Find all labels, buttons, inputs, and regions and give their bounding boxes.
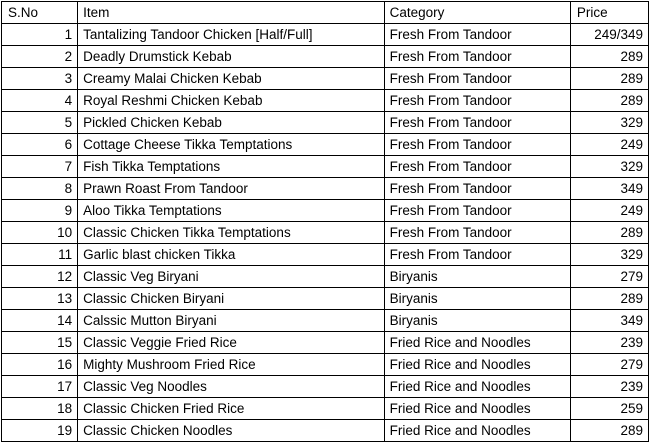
cell-sno: 5 [2, 112, 78, 134]
table-row [2, 68, 649, 90]
table-row [2, 222, 649, 244]
cell-price: 249/349 [570, 24, 648, 46]
cell-price: 279 [570, 266, 648, 288]
cell-sno: 14 [2, 310, 78, 332]
cell-category: Fresh From Tandoor [384, 112, 570, 134]
table-row [2, 266, 649, 288]
cell-category: Fried Rice and Noodles [384, 354, 570, 376]
cell-category: Fresh From Tandoor [384, 156, 570, 178]
cell-item: Creamy Malai Chicken Kebab [78, 68, 384, 90]
cell-sno: 6 [2, 134, 78, 156]
cell-category: Fresh From Tandoor [384, 90, 570, 112]
cell-category: Fresh From Tandoor [384, 200, 570, 222]
table-row [2, 332, 649, 354]
table-row [2, 244, 649, 266]
cell-sno: 10 [2, 222, 78, 244]
cell-category: Biryanis [384, 310, 570, 332]
cell-price: 289 [570, 46, 648, 68]
cell-item: Fish Tikka Temptations [78, 156, 384, 178]
cell-category: Biryanis [384, 266, 570, 288]
cell-price: 239 [570, 332, 648, 354]
cell-category: Fried Rice and Noodles [384, 398, 570, 420]
cell-item: Classic Veg Biryani [78, 266, 384, 288]
cell-sno: 15 [2, 332, 78, 354]
cell-item: Aloo Tikka Temptations [78, 200, 384, 222]
table-row [2, 156, 649, 178]
table-header [2, 2, 649, 24]
column-header-price: Price [570, 2, 648, 24]
cell-price: 349 [570, 310, 648, 332]
cell-sno: 11 [2, 244, 78, 266]
cell-price: 329 [570, 156, 648, 178]
cell-category: Fresh From Tandoor [384, 178, 570, 200]
cell-price: 289 [570, 68, 648, 90]
table-row [2, 46, 649, 68]
cell-category: Biryanis [384, 288, 570, 310]
cell-sno: 13 [2, 288, 78, 310]
cell-sno: 9 [2, 200, 78, 222]
table-row [2, 178, 649, 200]
cell-price: 349 [570, 178, 648, 200]
cell-sno: 4 [2, 90, 78, 112]
cell-price: 289 [570, 90, 648, 112]
cell-sno: 17 [2, 376, 78, 398]
cell-price: 329 [570, 244, 648, 266]
table-row [2, 376, 649, 398]
cell-price: 289 [570, 420, 648, 442]
cell-category: Fresh From Tandoor [384, 244, 570, 266]
cell-category: Fresh From Tandoor [384, 24, 570, 46]
table-row [2, 288, 649, 310]
cell-item: Tantalizing Tandoor Chicken [Half/Full] [78, 24, 384, 46]
cell-sno: 8 [2, 178, 78, 200]
column-header-item: Item [78, 2, 384, 24]
column-header-category: Category [384, 2, 570, 24]
cell-sno: 18 [2, 398, 78, 420]
cell-price: 289 [570, 222, 648, 244]
cell-category: Fried Rice and Noodles [384, 420, 570, 442]
cell-price: 329 [570, 112, 648, 134]
cell-item: Classic Veg Noodles [78, 376, 384, 398]
cell-category: Fried Rice and Noodles [384, 376, 570, 398]
cell-category: Fried Rice and Noodles [384, 332, 570, 354]
cell-item: Classic Chicken Tikka Temptations [78, 222, 384, 244]
cell-item: Classic Chicken Biryani [78, 288, 384, 310]
cell-price: 279 [570, 354, 648, 376]
cell-item: Garlic blast chicken Tikka [78, 244, 384, 266]
cell-item: Mighty Mushroom Fried Rice [78, 354, 384, 376]
cell-item: Classic Chicken Noodles [78, 420, 384, 442]
cell-sno: 3 [2, 68, 78, 90]
column-header-sno: S.No [2, 2, 78, 24]
menu-table [1, 1, 649, 442]
cell-sno: 2 [2, 46, 78, 68]
cell-price: 289 [570, 288, 648, 310]
cell-category: Fresh From Tandoor [384, 68, 570, 90]
cell-category: Fresh From Tandoor [384, 46, 570, 68]
table-row [2, 354, 649, 376]
cell-price: 239 [570, 376, 648, 398]
cell-item: Calssic Mutton Biryani [78, 310, 384, 332]
cell-sno: 7 [2, 156, 78, 178]
table-row [2, 420, 649, 442]
table-row [2, 24, 649, 46]
table-row [2, 90, 649, 112]
table-row [2, 310, 649, 332]
cell-price: 259 [570, 398, 648, 420]
table-header-row [2, 2, 649, 24]
cell-item: Classic Veggie Fried Rice [78, 332, 384, 354]
cell-sno: 1 [2, 24, 78, 46]
table-row [2, 398, 649, 420]
table-row [2, 200, 649, 222]
cell-category: Fresh From Tandoor [384, 222, 570, 244]
cell-item: Prawn Roast From Tandoor [78, 178, 384, 200]
cell-item: Deadly Drumstick Kebab [78, 46, 384, 68]
cell-price: 249 [570, 134, 648, 156]
cell-item: Pickled Chicken Kebab [78, 112, 384, 134]
cell-price: 249 [570, 200, 648, 222]
cell-sno: 19 [2, 420, 78, 442]
table-row [2, 112, 649, 134]
cell-sno: 12 [2, 266, 78, 288]
cell-item: Classic Chicken Fried Rice [78, 398, 384, 420]
cell-item: Royal Reshmi Chicken Kebab [78, 90, 384, 112]
cell-category: Fresh From Tandoor [384, 134, 570, 156]
cell-item: Cottage Cheese Tikka Temptations [78, 134, 384, 156]
table-row [2, 134, 649, 156]
table-body [2, 24, 649, 442]
cell-sno: 16 [2, 354, 78, 376]
